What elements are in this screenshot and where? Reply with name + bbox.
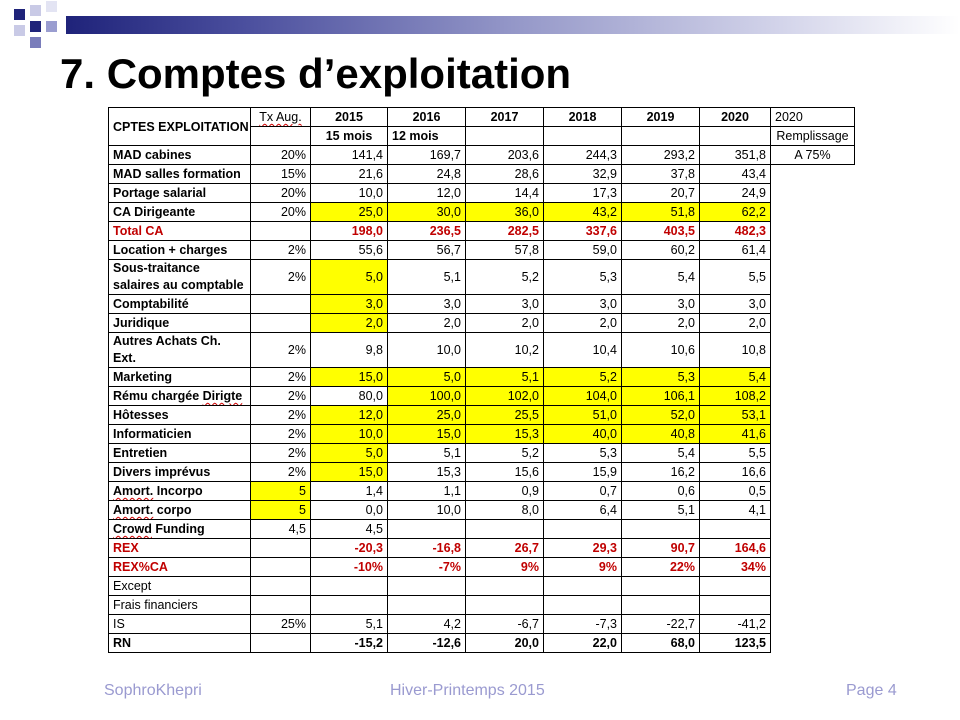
row-value: -6,7 xyxy=(466,615,544,634)
row-value: -7% xyxy=(388,558,466,577)
table-row xyxy=(109,368,855,387)
row-value: 80,0 xyxy=(311,387,388,406)
header-year: 2016 xyxy=(388,108,466,127)
row-value: 25,0 xyxy=(311,203,388,222)
row-value: 22,0 xyxy=(544,634,622,653)
row-label: Rému chargée Dirigte xyxy=(109,387,251,406)
row-value xyxy=(544,520,622,539)
row-growth-rate: 2% xyxy=(251,387,311,406)
row-growth-rate xyxy=(251,539,311,558)
row-value: 24,9 xyxy=(700,184,771,203)
row-value: 9% xyxy=(544,558,622,577)
row-label: Except xyxy=(109,577,251,596)
row-label: Juridique xyxy=(109,314,251,333)
row-value: 5,4 xyxy=(622,260,700,295)
operating-accounts-table xyxy=(108,107,855,653)
empty-cell xyxy=(771,295,855,314)
row-growth-rate: 4,5 xyxy=(251,520,311,539)
row-value: 90,7 xyxy=(622,539,700,558)
header-gradient-band xyxy=(66,16,960,34)
row-label: Frais financiers xyxy=(109,596,251,615)
header-year: 2017 xyxy=(466,108,544,127)
row-value: 22% xyxy=(622,558,700,577)
row-value: 0,6 xyxy=(622,482,700,501)
empty-cell xyxy=(771,520,855,539)
row-value: 10,0 xyxy=(311,425,388,444)
row-value: 8,0 xyxy=(466,501,544,520)
table-row xyxy=(109,482,855,501)
row-value: 12,0 xyxy=(311,406,388,425)
row-growth-rate: 5 xyxy=(251,482,311,501)
row-value: 43,2 xyxy=(544,203,622,222)
table-row xyxy=(109,184,855,203)
row-growth-rate: 20% xyxy=(251,146,311,165)
row-value: 1,4 xyxy=(311,482,388,501)
header-label: CPTES EXPLOITATION xyxy=(109,108,251,146)
row-value: 351,8 xyxy=(700,146,771,165)
row-value: 198,0 xyxy=(311,222,388,241)
subheader-fill: Remplissage xyxy=(771,127,855,146)
row-growth-rate: 15% xyxy=(251,165,311,184)
row-value: -41,2 xyxy=(700,615,771,634)
row-value: 104,0 xyxy=(544,387,622,406)
row-growth-rate: 2% xyxy=(251,463,311,482)
row-growth-rate xyxy=(251,596,311,615)
table-row xyxy=(109,222,855,241)
row-value: 0,0 xyxy=(311,501,388,520)
row-label: Hôtesses xyxy=(109,406,251,425)
subheader-period: 12 mois xyxy=(388,127,466,146)
row-value: 40,8 xyxy=(622,425,700,444)
row-label: Informaticien xyxy=(109,425,251,444)
header-year: 2019 xyxy=(622,108,700,127)
row-value: 5,4 xyxy=(700,368,771,387)
row-value: 0,7 xyxy=(544,482,622,501)
header-fill-year: 2020 xyxy=(771,108,855,127)
row-value: 51,0 xyxy=(544,406,622,425)
row-value: 62,2 xyxy=(700,203,771,222)
row-value: 53,1 xyxy=(700,406,771,425)
subheader-cell xyxy=(544,127,622,146)
table-row xyxy=(109,615,855,634)
row-value: 5,1 xyxy=(466,368,544,387)
row-value: 1,1 xyxy=(388,482,466,501)
row-value: 4,1 xyxy=(700,501,771,520)
table-header-row xyxy=(109,108,855,127)
row-value: 141,4 xyxy=(311,146,388,165)
row-value: 10,0 xyxy=(388,501,466,520)
row-value: 15,0 xyxy=(311,463,388,482)
row-value: 25,5 xyxy=(466,406,544,425)
row-value: 61,4 xyxy=(700,241,771,260)
table-row xyxy=(109,314,855,333)
subheader-cell xyxy=(622,127,700,146)
row-value: 16,2 xyxy=(622,463,700,482)
row-value: 15,3 xyxy=(388,463,466,482)
table-row xyxy=(109,387,855,406)
row-value: -16,8 xyxy=(388,539,466,558)
row-growth-rate: 5 xyxy=(251,501,311,520)
row-value: 3,0 xyxy=(544,295,622,314)
empty-cell xyxy=(771,314,855,333)
accounts-table-container xyxy=(108,107,854,670)
row-growth-rate: 2% xyxy=(251,241,311,260)
row-value: 5,3 xyxy=(622,368,700,387)
row-label: MAD cabines xyxy=(109,146,251,165)
empty-cell xyxy=(771,368,855,387)
row-value: 24,8 xyxy=(388,165,466,184)
row-label: Amort. corpo xyxy=(109,501,251,520)
row-value: 9% xyxy=(466,558,544,577)
table-row xyxy=(109,520,855,539)
fill-rate-note: A 75% xyxy=(771,146,855,165)
row-value: 55,6 xyxy=(311,241,388,260)
subheader-period: 15 mois xyxy=(311,127,388,146)
row-value: 5,1 xyxy=(622,501,700,520)
row-value: 15,3 xyxy=(466,425,544,444)
row-value: 5,0 xyxy=(311,260,388,295)
row-growth-rate: 25% xyxy=(251,615,311,634)
row-value: 2,0 xyxy=(388,314,466,333)
row-growth-rate: 20% xyxy=(251,184,311,203)
row-value: 0,5 xyxy=(700,482,771,501)
row-value: 37,8 xyxy=(622,165,700,184)
row-value xyxy=(700,520,771,539)
table-row xyxy=(109,333,855,368)
row-label: REX xyxy=(109,539,251,558)
row-growth-rate xyxy=(251,314,311,333)
row-value: 57,8 xyxy=(466,241,544,260)
footer-season: Hiver-Printemps 2015 xyxy=(390,682,545,699)
row-value: 51,8 xyxy=(622,203,700,222)
row-value xyxy=(388,596,466,615)
row-value: 4,5 xyxy=(311,520,388,539)
row-value xyxy=(388,577,466,596)
row-value: 36,0 xyxy=(466,203,544,222)
row-value: 203,6 xyxy=(466,146,544,165)
row-value: 26,7 xyxy=(466,539,544,558)
empty-cell xyxy=(771,241,855,260)
row-value: 14,4 xyxy=(466,184,544,203)
row-value xyxy=(622,596,700,615)
row-value: 100,0 xyxy=(388,387,466,406)
row-value: 15,0 xyxy=(388,425,466,444)
row-value: 5,0 xyxy=(388,368,466,387)
header-rate: Tx Aug. xyxy=(251,108,311,127)
row-value: 10,4 xyxy=(544,333,622,368)
subheader-cell xyxy=(251,127,311,146)
row-value: 68,0 xyxy=(622,634,700,653)
row-growth-rate xyxy=(251,558,311,577)
row-label: MAD salles formation xyxy=(109,165,251,184)
row-label: Divers imprévus xyxy=(109,463,251,482)
row-value: 403,5 xyxy=(622,222,700,241)
row-label: Autres Achats Ch. Ext. xyxy=(109,333,251,368)
row-label: Entretien xyxy=(109,444,251,463)
empty-cell xyxy=(771,577,855,596)
row-value: 15,9 xyxy=(544,463,622,482)
row-value: 5,1 xyxy=(388,260,466,295)
row-value: 43,4 xyxy=(700,165,771,184)
empty-cell xyxy=(771,425,855,444)
table-body xyxy=(109,146,855,653)
row-value: -15,2 xyxy=(311,634,388,653)
table-row xyxy=(109,558,855,577)
table-row xyxy=(109,203,855,222)
table-row xyxy=(109,444,855,463)
row-value xyxy=(311,577,388,596)
row-value: 5,3 xyxy=(544,444,622,463)
row-value: 5,3 xyxy=(544,260,622,295)
row-value: 123,5 xyxy=(700,634,771,653)
row-growth-rate xyxy=(251,222,311,241)
row-value: 2,0 xyxy=(311,314,388,333)
row-growth-rate xyxy=(251,295,311,314)
row-value xyxy=(466,520,544,539)
header-year: 2020 xyxy=(700,108,771,127)
row-value xyxy=(700,577,771,596)
row-value: 236,5 xyxy=(388,222,466,241)
row-value: 10,2 xyxy=(466,333,544,368)
row-label: Comptabilité xyxy=(109,295,251,314)
row-value: 30,0 xyxy=(388,203,466,222)
row-label: Sous-traitance salaires au comptable xyxy=(109,260,251,295)
row-growth-rate: 20% xyxy=(251,203,311,222)
row-value: 5,5 xyxy=(700,444,771,463)
row-value: 5,5 xyxy=(700,260,771,295)
empty-cell xyxy=(771,165,855,184)
row-value: -22,7 xyxy=(622,615,700,634)
empty-cell xyxy=(771,387,855,406)
row-value: 41,6 xyxy=(700,425,771,444)
row-label: REX%CA xyxy=(109,558,251,577)
table-row xyxy=(109,260,855,295)
row-value: 17,3 xyxy=(544,184,622,203)
table-row xyxy=(109,539,855,558)
row-value: 4,2 xyxy=(388,615,466,634)
subheader-cell xyxy=(700,127,771,146)
row-value: 29,3 xyxy=(544,539,622,558)
row-value: 56,7 xyxy=(388,241,466,260)
row-label: RN xyxy=(109,634,251,653)
row-value: 5,1 xyxy=(311,615,388,634)
row-value: -20,3 xyxy=(311,539,388,558)
row-value: 2,0 xyxy=(700,314,771,333)
row-growth-rate: 2% xyxy=(251,406,311,425)
row-value: 21,6 xyxy=(311,165,388,184)
row-value: 102,0 xyxy=(466,387,544,406)
table-row xyxy=(109,165,855,184)
empty-cell xyxy=(771,333,855,368)
empty-cell xyxy=(771,463,855,482)
row-growth-rate: 2% xyxy=(251,444,311,463)
row-value: 10,0 xyxy=(311,184,388,203)
row-growth-rate: 2% xyxy=(251,368,311,387)
row-value: 59,0 xyxy=(544,241,622,260)
row-value: 337,6 xyxy=(544,222,622,241)
row-value: 9,8 xyxy=(311,333,388,368)
subheader-cell xyxy=(466,127,544,146)
row-value: 244,3 xyxy=(544,146,622,165)
row-value: 60,2 xyxy=(622,241,700,260)
row-value: 5,0 xyxy=(311,444,388,463)
footer-company: SophroKhepri xyxy=(104,682,202,699)
table-row xyxy=(109,501,855,520)
row-value: 15,0 xyxy=(311,368,388,387)
table-row xyxy=(109,425,855,444)
footer-page: Page 4 xyxy=(846,682,897,699)
row-value: 3,0 xyxy=(466,295,544,314)
row-value xyxy=(544,577,622,596)
header-year: 2018 xyxy=(544,108,622,127)
row-value: 108,2 xyxy=(700,387,771,406)
row-value: 5,2 xyxy=(466,444,544,463)
row-value: 282,5 xyxy=(466,222,544,241)
row-value: 25,0 xyxy=(388,406,466,425)
table-row xyxy=(109,596,855,615)
row-value: 2,0 xyxy=(544,314,622,333)
header-year: 2015 xyxy=(311,108,388,127)
slide-title: 7. Comptes d’exploitation xyxy=(60,50,572,97)
table-row xyxy=(109,295,855,314)
row-value: 28,6 xyxy=(466,165,544,184)
row-label: Crowd Funding xyxy=(109,520,251,539)
empty-cell xyxy=(771,596,855,615)
row-value: 32,9 xyxy=(544,165,622,184)
row-label: Total CA xyxy=(109,222,251,241)
row-growth-rate xyxy=(251,634,311,653)
row-value xyxy=(622,577,700,596)
row-value xyxy=(466,577,544,596)
row-value: 5,1 xyxy=(388,444,466,463)
row-value xyxy=(700,596,771,615)
row-value: 3,0 xyxy=(388,295,466,314)
empty-cell xyxy=(771,558,855,577)
table-row xyxy=(109,146,855,165)
table-row xyxy=(109,634,855,653)
row-value: 2,0 xyxy=(466,314,544,333)
row-value: 10,8 xyxy=(700,333,771,368)
row-value: 5,2 xyxy=(544,368,622,387)
row-value xyxy=(311,596,388,615)
row-value: 15,6 xyxy=(466,463,544,482)
row-value xyxy=(466,596,544,615)
row-value: 10,0 xyxy=(388,333,466,368)
row-label: Portage salarial xyxy=(109,184,251,203)
row-value: 12,0 xyxy=(388,184,466,203)
row-growth-rate: 2% xyxy=(251,333,311,368)
row-value xyxy=(388,520,466,539)
table-row xyxy=(109,463,855,482)
row-value: 106,1 xyxy=(622,387,700,406)
row-label: Amort. Incorpo xyxy=(109,482,251,501)
row-value: 3,0 xyxy=(311,295,388,314)
empty-cell xyxy=(771,501,855,520)
row-label: CA Dirigeante xyxy=(109,203,251,222)
row-value: 293,2 xyxy=(622,146,700,165)
row-value: 52,0 xyxy=(622,406,700,425)
row-growth-rate: 2% xyxy=(251,425,311,444)
row-value: 5,2 xyxy=(466,260,544,295)
empty-cell xyxy=(771,203,855,222)
row-value: 169,7 xyxy=(388,146,466,165)
table-row xyxy=(109,241,855,260)
empty-cell xyxy=(771,260,855,295)
row-value: 3,0 xyxy=(700,295,771,314)
row-value: 10,6 xyxy=(622,333,700,368)
empty-cell xyxy=(771,444,855,463)
row-value: 6,4 xyxy=(544,501,622,520)
row-value: -7,3 xyxy=(544,615,622,634)
empty-cell xyxy=(771,615,855,634)
table-row xyxy=(109,577,855,596)
row-label: IS xyxy=(109,615,251,634)
empty-cell xyxy=(771,539,855,558)
row-value xyxy=(544,596,622,615)
row-value: 2,0 xyxy=(622,314,700,333)
empty-cell xyxy=(771,406,855,425)
row-value xyxy=(622,520,700,539)
row-value: -12,6 xyxy=(388,634,466,653)
row-value: 20,7 xyxy=(622,184,700,203)
row-growth-rate xyxy=(251,577,311,596)
row-value: 16,6 xyxy=(700,463,771,482)
row-label: Marketing xyxy=(109,368,251,387)
row-value: 34% xyxy=(700,558,771,577)
row-value: 3,0 xyxy=(622,295,700,314)
row-value: 482,3 xyxy=(700,222,771,241)
row-value: 40,0 xyxy=(544,425,622,444)
row-value: 164,6 xyxy=(700,539,771,558)
row-value: -10% xyxy=(311,558,388,577)
empty-cell xyxy=(771,634,855,653)
row-value: 20,0 xyxy=(466,634,544,653)
row-value: 0,9 xyxy=(466,482,544,501)
row-label: Location + charges xyxy=(109,241,251,260)
empty-cell xyxy=(771,222,855,241)
row-value: 5,4 xyxy=(622,444,700,463)
table-row xyxy=(109,406,855,425)
row-growth-rate: 2% xyxy=(251,260,311,295)
empty-cell xyxy=(771,184,855,203)
empty-cell xyxy=(771,482,855,501)
